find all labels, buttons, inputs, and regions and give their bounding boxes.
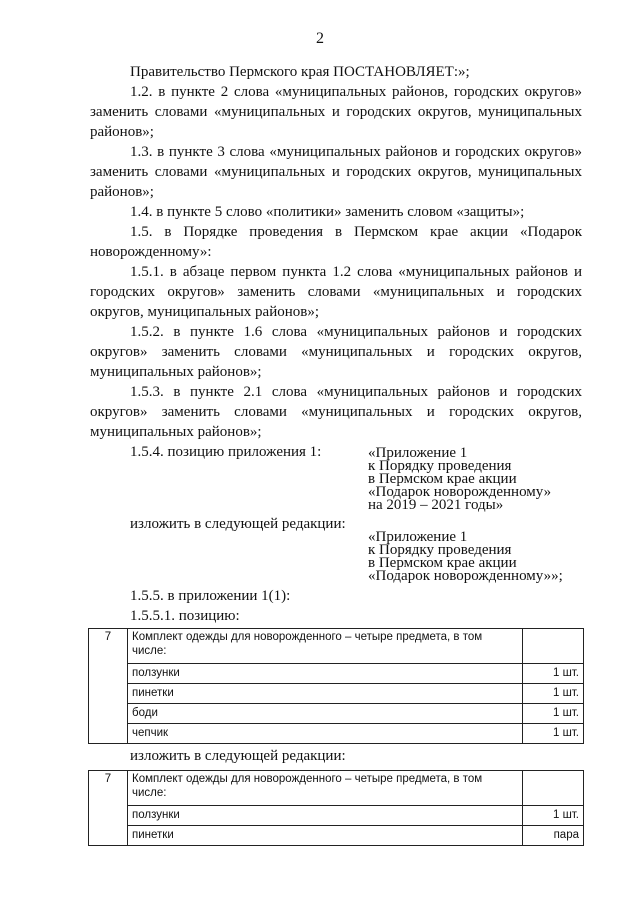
position-qty-empty [523,771,584,806]
paragraph-1-5-4: 1.5.4. позицию приложения 1: [130,444,322,460]
appendix-old-line: в Пермском крае акции [368,471,517,487]
table-row [89,806,584,826]
appendix-old-line: «Приложение 1 [368,445,468,461]
paragraph-1-5: 1.5. в Порядке проведения в Пермском крае акции «Подарок новорожденному»: [90,224,582,260]
item-qty: 1 шт. [523,704,584,724]
item-name: пинетки [128,826,523,846]
position-number: 7 [89,771,128,846]
appendix-new-line: в Пермском крае акции [368,555,517,571]
item-qty: 1 шт. [523,664,584,684]
appendix-heading-old [368,447,598,512]
paragraph-1-5-2: 1.5.2. в пункте 1.6 слова «муниципальных районов и городских округов» заменить словами «муниципальных и городских округов, муниципальных районов»; [90,324,582,380]
position-title: Комплект одежды для новорожденного – четыре предмета, в том числе: [128,771,523,806]
position-table-new [88,770,584,846]
appendix-new-line: к Порядку проведения [368,542,512,558]
appendix-old-line: к Порядку проведения [368,458,512,474]
item-1-5-5: 1.5.5. в приложении 1(1): [130,588,291,604]
item-qty: 1 шт. [523,684,584,704]
paragraph-resolves: Правительство Пермского края ПОСТАНОВЛЯЕТ:»; [130,64,470,80]
item-name: чепчик [128,724,523,744]
appendix-old-line: «Подарок новорожденному» [368,484,552,500]
position-table-old [88,628,584,744]
appendix-new-line: «Приложение 1 [368,529,468,545]
position-qty-empty [523,629,584,664]
item-1-5-5-1: 1.5.5.1. позицию: [130,608,240,624]
item-name: пинетки [128,684,523,704]
edit-phrase: изложить в следующей редакции: [130,516,346,532]
appendix-new-line: «Подарок новорожденному»»; [368,568,563,584]
appendix-heading-new [368,531,598,583]
paragraph-1-3: 1.3. в пункте 3 слова «муниципальных районов и городских округов» заменить словами «муниципальных и городских округов, муниципальных районов»; [90,144,582,200]
position-title: Комплект одежды для новорожденного – четыре предмета, в том числе: [128,629,523,664]
item-qty: 1 шт. [523,724,584,744]
appendix-old-line: на 2019 – 2021 годы» [368,497,504,513]
item-qty: 1 шт. [523,806,584,826]
paragraph-1-2: 1.2. в пункте 2 слова «муниципальных районов, городских округов» заменить словами «муниципальных и городских округов, муниципальных районов»; [90,84,582,140]
edit-phrase-2: изложить в следующей редакции: [130,748,346,764]
table-row [89,771,584,806]
table-row [89,704,584,724]
table-row [89,629,584,664]
item-name: ползунки [128,806,523,826]
table-row [89,826,584,846]
page-number: 2 [316,30,324,47]
table-row [89,684,584,704]
paragraph-1-4: 1.4. в пункте 5 слово «политики» заменить словом «защиты»; [130,204,525,220]
table-row [89,664,584,684]
amendment-paragraphs [90,62,582,462]
paragraph-1-5-1: 1.5.1. в абзаце первом пункта 1.2 слова «муниципальных районов и городских округов» заменить словами «муниципальных и городских округов, муниципальных районов»; [90,264,582,320]
position-number: 7 [89,629,128,744]
item-name: боди [128,704,523,724]
item-qty: пара [523,826,584,846]
table-row [89,724,584,744]
item-name: ползунки [128,664,523,684]
paragraph-1-5-3: 1.5.3. в пункте 2.1 слова «муниципальных районов и городских округов» заменить словами «муниципальных и городских округов, муниципальных районов»; [90,384,582,440]
